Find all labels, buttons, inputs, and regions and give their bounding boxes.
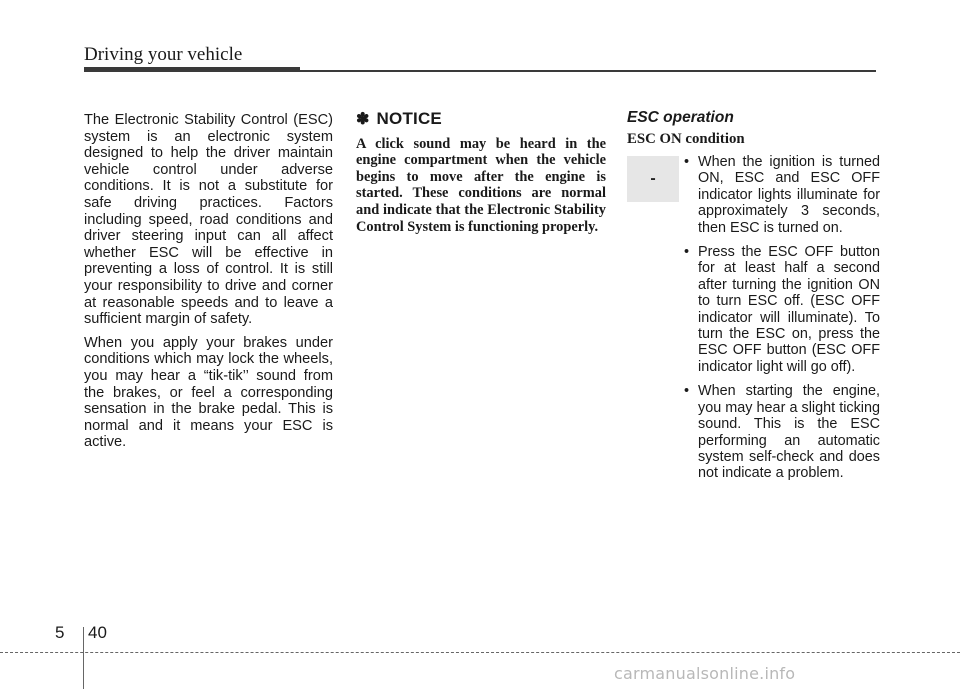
esc-operation-heading: ESC operation (627, 109, 734, 126)
footer-divider (83, 627, 84, 689)
notice-star-icon: ✽ (356, 111, 370, 128)
bullet-icon: • (684, 383, 690, 400)
page-number: 40 (88, 623, 107, 642)
list-item (684, 383, 880, 482)
watermark: carmanualsonline.info (614, 664, 796, 683)
intro-paragraph: The Electronic Stability Control (ESC) system is an electronic system designed to help the driver maintain vehicle control under adverse conditions. It is not a substitute for safe driving practices. Factors including speed, road conditions and driver steering input can all affect whether ESC will be effective in preventing a loss of control. It is still your responsibility to drive and corner at reasonable speeds and to leave a sufficient margin of safety. (84, 112, 333, 328)
esc-operation-section (627, 110, 879, 149)
notice-body: A click sound may be heard in the engine compartment when the vehicle begins to move after the engine is started. These conditions are normal and indicate that the Electronic Stability Control System is functioning properly. (356, 135, 606, 235)
notice-title-text: NOTICE (376, 109, 442, 128)
list-item-text: When starting the engine, you may hear a slight ticking sound. This is the ESC performing an automatic system self-check and does not indicate a problem. (698, 383, 880, 482)
list-item-text: Press the ESC OFF button for at least half a second after turning the ignition ON to turn ESC off. (ESC OFF indicator will illuminate). To turn the ESC on, press the ESC OFF button (ESC OFF indicator light will go off). (698, 244, 880, 375)
chapter-number: 5 (55, 623, 65, 642)
esc-off-indicator-icon (627, 156, 679, 202)
intro-paragraph: When you apply your brakes under conditions which may lock the wheels, you may hear a “tik-tik’’ sound from the brakes, or feel a corresponding sensation in the brake pedal. This is normal and it means your ESC is active. (84, 334, 333, 451)
list-item (684, 244, 880, 375)
bullet-icon: • (684, 244, 690, 261)
header-rule-thin (300, 70, 876, 72)
list-item-text: When the ignition is turned ON, ESC and ESC OFF indicator lights illuminate for approximately 3 seconds, then ESC is turned on. (698, 154, 880, 236)
esc-on-condition-heading: ESC ON condition (627, 130, 745, 147)
footer-dashed-rule (0, 652, 960, 653)
page-header-title: Driving your vehicle (84, 44, 243, 65)
esc-condition-list (684, 154, 880, 490)
list-item (684, 154, 880, 236)
intro-column (84, 112, 333, 458)
bullet-icon: • (684, 154, 690, 170)
indicator-icon-label: - (650, 170, 656, 187)
header-rule-thick (84, 67, 300, 72)
notice-box (356, 111, 606, 235)
notice-title (356, 111, 606, 129)
